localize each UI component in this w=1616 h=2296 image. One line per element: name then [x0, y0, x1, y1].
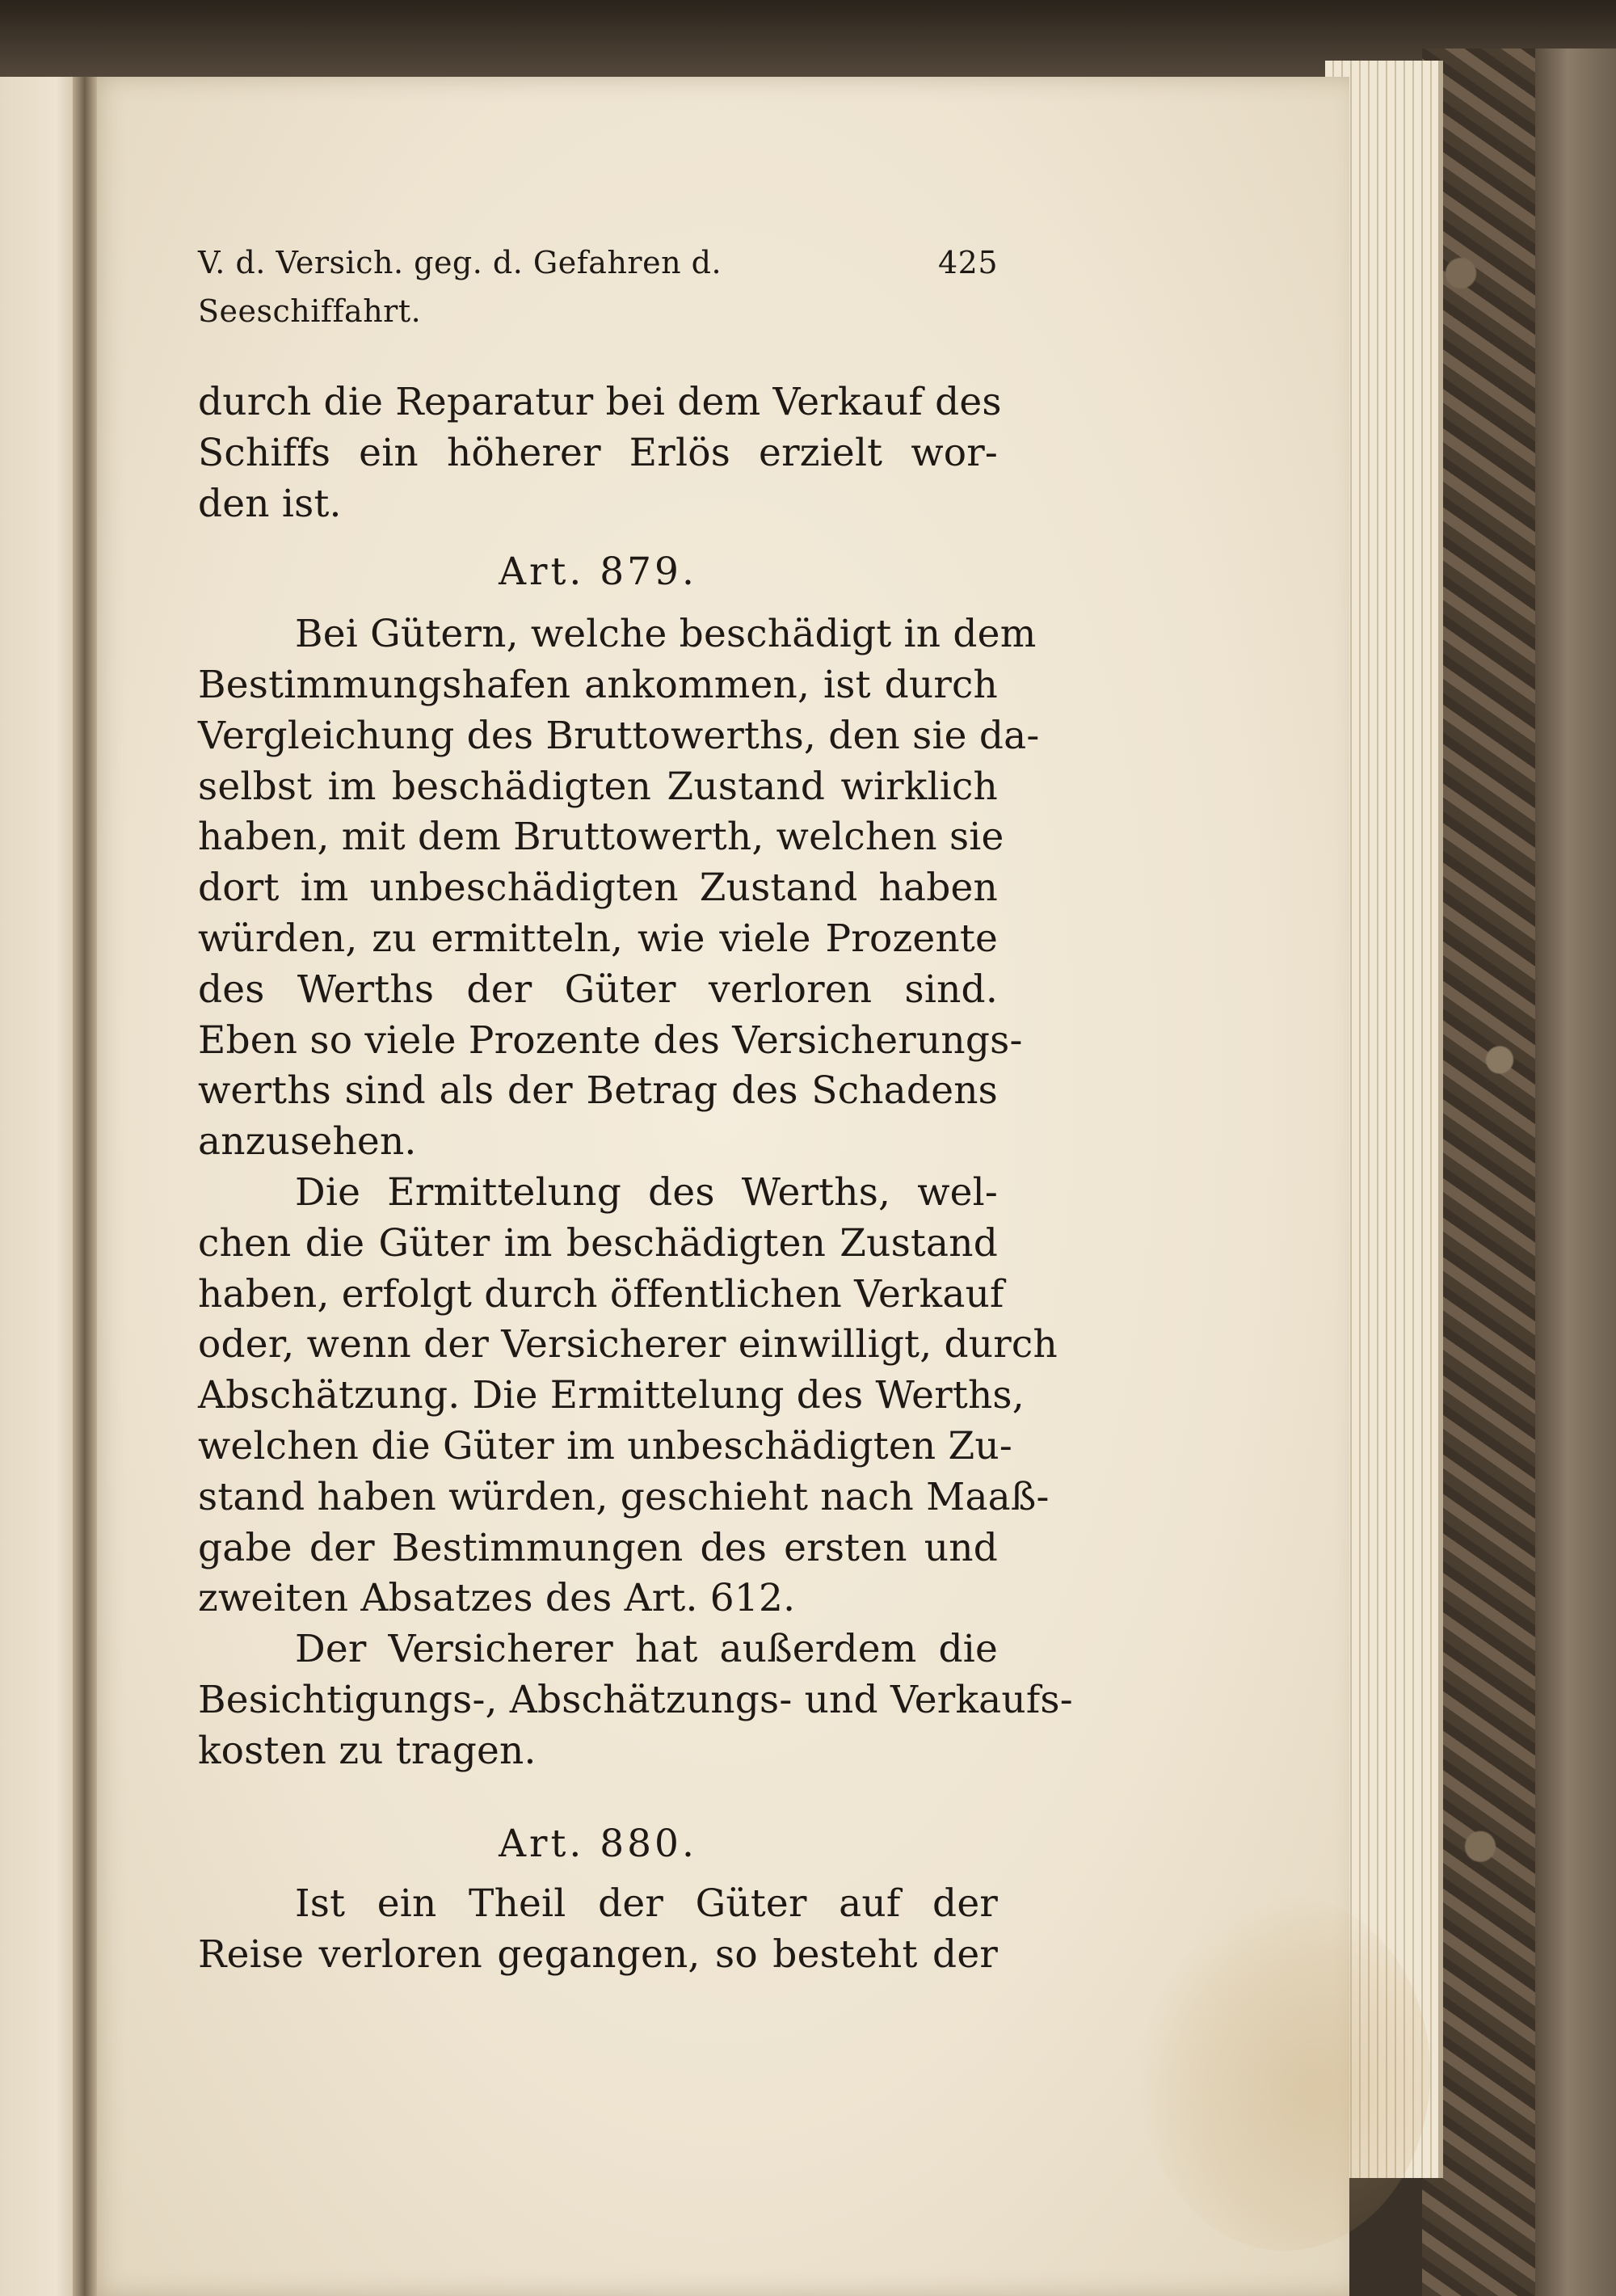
text-line: Reise verloren gegangen, so besteht der: [198, 1932, 998, 1978]
text-line: welchen die Güter im unbeschädigten Zu-: [198, 1423, 1012, 1468]
text-line: kosten zu tragen.: [198, 1728, 537, 1773]
text-line: anzusehen.: [198, 1119, 417, 1165]
text-line: Die Ermittelung des Werths, wel-: [295, 1169, 998, 1215]
text-line: dort im unbeschädigten Zustand haben: [198, 866, 998, 911]
text-line: des Werths der Güter verloren sind.: [198, 967, 998, 1012]
text-line: durch die Reparatur bei dem Verkauf des: [198, 380, 1002, 424]
text-line: Der Versicherer hat außerdem die: [295, 1627, 998, 1672]
text-line: chen die Güter im beschädigten Zustand: [198, 1220, 998, 1266]
text-line: Ist ein Theil der Güter auf der: [295, 1881, 998, 1927]
running-title: V. d. Versich. geg. d. Gefahren d. Seeschiffahrt.: [198, 245, 722, 329]
text-line: Schiffs ein höherer Erlös erzielt wor-: [198, 430, 998, 475]
text-line: oder, wenn der Versicherer einwilligt, durch: [198, 1322, 1058, 1367]
running-head: [198, 238, 998, 335]
article-879-paragraph-1: [198, 609, 1040, 1168]
text-line: haben, erfolgt durch öffentlichen Verkauf: [198, 1271, 1004, 1317]
article-heading-879: Art. 879.: [499, 550, 697, 595]
article-880-paragraph-1: [198, 1879, 998, 1981]
text-line: Eben so viele Prozente des Versicherungs-: [198, 1017, 1023, 1063]
article-heading-880: Art. 880.: [499, 1821, 697, 1866]
text-line: Bei Gütern, welche beschädigt in dem: [295, 612, 1037, 657]
book-gutter: [73, 77, 97, 2296]
text-line: Besichtigungs-, Abschätzungs- und Verkaufs-: [198, 1677, 1073, 1722]
text-line: stand haben würden, geschieht nach Maaß-: [198, 1474, 1050, 1519]
previous-page-edge: [0, 77, 81, 2296]
text-line: selbst im beschädigten Zustand wirklich: [198, 764, 998, 809]
article-879-paragraph-2: [198, 1168, 1058, 1624]
text-line: gabe der Bestimmungen des ersten und: [198, 1525, 998, 1570]
text-line: Vergleichung des Bruttowerths, den sie da-: [198, 713, 1040, 758]
cover-edge: [1535, 48, 1616, 2296]
text-line: zweiten Absatzes des Art. 612.: [198, 1576, 796, 1621]
text-line: würden, zu ermitteln, wie viele Prozente: [198, 916, 998, 961]
text-line: Abschätzung. Die Ermittelung des Werths,: [198, 1373, 1025, 1418]
text-line: Bestimmungshafen ankommen, ist durch: [198, 662, 998, 707]
text-line: werths sind als der Betrag des Schadens: [198, 1068, 998, 1114]
continuation-paragraph: [198, 377, 1002, 529]
paper-stain: [1139, 1895, 1430, 2251]
page-text: [198, 238, 1073, 1981]
article-879-paragraph-3: [198, 1624, 1073, 1776]
text-line: den ist.: [198, 481, 342, 526]
text-line: haben, mit dem Bruttowerth, welchen sie: [198, 815, 1004, 860]
page-number: 425: [937, 245, 998, 280]
